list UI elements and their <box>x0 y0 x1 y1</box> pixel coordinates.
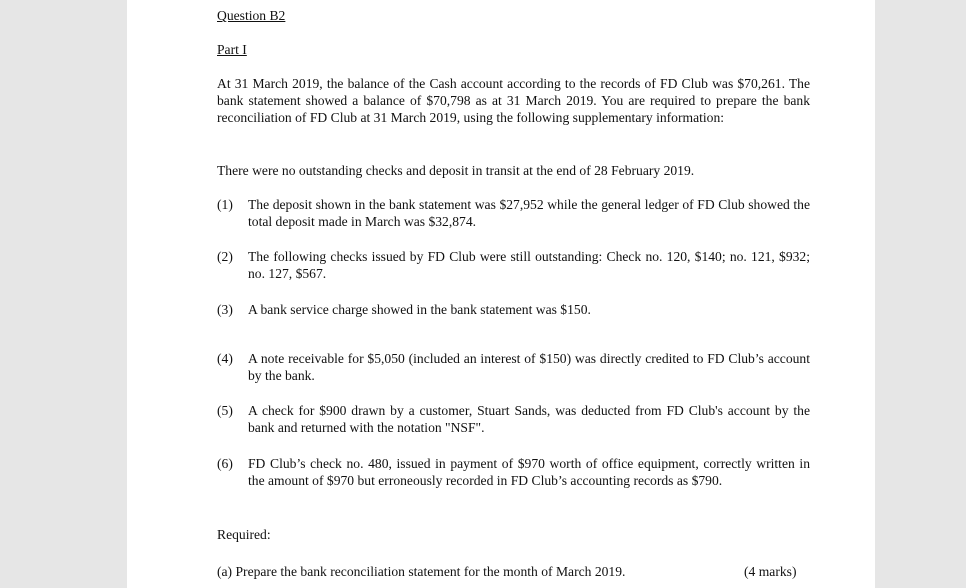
part-title: Part I <box>217 42 247 57</box>
document-page <box>127 0 875 588</box>
list-item <box>217 248 810 282</box>
item-number: (1) <box>217 197 233 212</box>
question-title: Question B2 <box>217 8 286 23</box>
list-item <box>217 301 810 318</box>
item-number: (6) <box>217 456 233 471</box>
item-text: FD Club’s check no. 480, issued in payment of $970 worth of office equipment, correctly written in the amount of $970 but erroneously recorded in FD Club’s accounting records as $790. <box>248 456 810 488</box>
required-item-a-text: (a) Prepare the bank reconciliation statement for the month of March 2019. <box>217 564 626 579</box>
item-text: A check for $900 drawn by a customer, Stuart Sands, was deducted from FD Club's account by the bank and returned with the notation "NSF". <box>248 403 810 435</box>
item-number: (2) <box>217 249 233 264</box>
item-number: (4) <box>217 351 233 366</box>
item-number: (3) <box>217 302 233 317</box>
list-item <box>217 402 810 436</box>
required-item-a <box>217 563 810 580</box>
item-number: (5) <box>217 403 233 418</box>
list-item <box>217 455 810 489</box>
item-text: The following checks issued by FD Club were still outstanding: Check no. 120, $140; no. 121, $932; no. 127, $567. <box>248 249 810 281</box>
list-item <box>217 350 810 384</box>
marks-label: (4 marks) <box>744 564 797 579</box>
item-text: The deposit shown in the bank statement was $27,952 while the general ledger of FD Club showed the total deposit made in March was $32,874. <box>248 197 810 229</box>
no-outstanding-statement: There were no outstanding checks and deposit in transit at the end of 28 February 2019. <box>217 163 695 178</box>
required-label: Required: <box>217 527 271 542</box>
item-text: A bank service charge showed in the bank statement was $150. <box>248 302 591 317</box>
intro-paragraph: At 31 March 2019, the balance of the Cash account according to the records of FD Club was $70,261. The bank statement showed a balance of $70,798 as at 31 March 2019. You are required to prepare the bank reconciliation of FD Club at 31 March 2019, using the following supplementary information: <box>217 76 810 125</box>
item-text: A note receivable for $5,050 (included an interest of $150) was directly credited to FD Club’s account by the bank. <box>248 351 810 383</box>
list-item <box>217 196 810 230</box>
